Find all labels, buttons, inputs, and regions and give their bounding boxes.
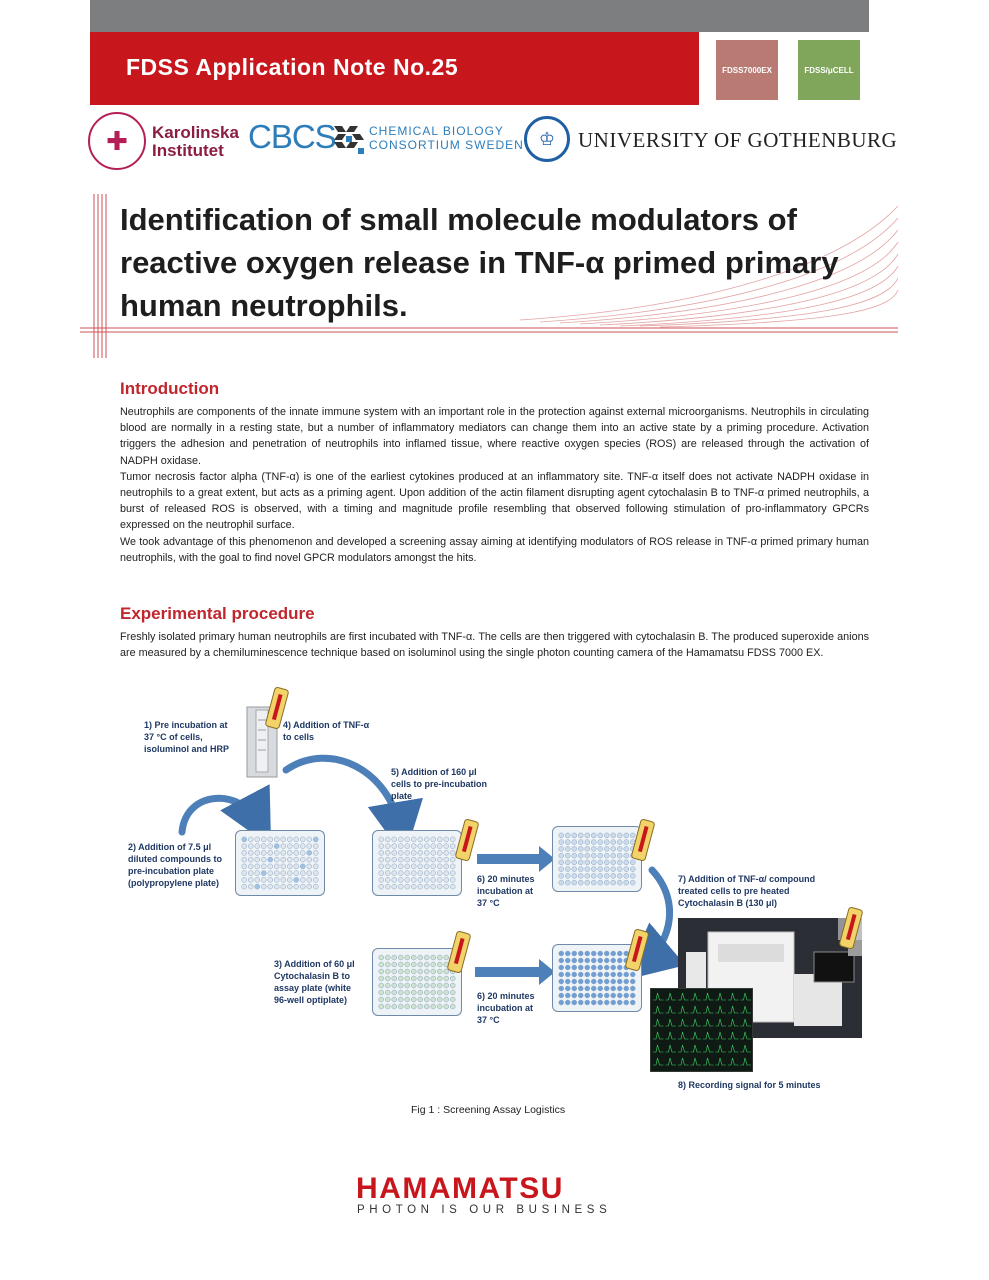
step-3-line: assay plate (white <box>274 983 352 993</box>
incubated-plate <box>552 826 642 892</box>
step-7-line: treated cells to pre heated <box>678 886 790 896</box>
step-6a-line: 6) 20 minutes <box>477 874 535 884</box>
cbcs-logo-subtext <box>369 124 524 152</box>
step-2-label <box>128 841 222 889</box>
introduction-heading: Introduction <box>120 379 220 398</box>
karolinska-logo-text <box>152 124 239 160</box>
thermometer-icon <box>630 818 658 864</box>
title-line-3: human neutrophils. <box>120 288 408 323</box>
step-6b-line: 37 °C <box>477 1015 500 1025</box>
document-title <box>120 198 880 327</box>
step-5-line: plate <box>391 791 413 801</box>
step-2-line: (polypropylene plate) <box>128 878 220 888</box>
step-1-line: 1) Pre incubation at <box>144 720 228 730</box>
thermometer-icon <box>624 928 652 974</box>
step-6b-line: 6) 20 minutes <box>477 991 535 1001</box>
step-3-line: Cytochalasin B to <box>274 971 351 981</box>
procedure-heading: Experimental procedure <box>120 604 315 623</box>
well-grid <box>553 827 641 891</box>
intro-paragraph-3: We took advantage of this phenomenon and developed a screening assay aiming at identifying modulators of ROS release in TNF-α primed primary human neutrophils, with the goal to find novel GPCR modulators amongst the hits. <box>120 535 869 564</box>
step-1-line: 37 °C of cells, <box>144 732 203 742</box>
step-5-line: cells to pre-incubation <box>391 779 488 789</box>
karolinska-line2: Institutet <box>152 141 224 160</box>
step-7-line: Cytochalasin B (130 μl) <box>678 898 778 908</box>
step-1-line: isoluminol and HRP <box>144 744 230 754</box>
step-5-line: 5) Addition of 160 μl <box>391 767 477 777</box>
step-6a-label <box>477 873 535 909</box>
step-4-line: 4) Addition of TNF-α <box>283 720 370 730</box>
title-line-1: Identification of small molecule modulators of <box>120 202 797 237</box>
step-2-line: 2) Addition of 7.5 μl <box>128 842 212 852</box>
cell-plate <box>372 830 462 896</box>
step-7-label <box>678 873 815 909</box>
step-6a-line: incubation at <box>477 886 533 896</box>
thermometer-icon <box>838 906 864 950</box>
thermometer-icon <box>454 818 482 864</box>
procedure-body <box>120 629 869 661</box>
badge-fdss7000ex: FDSS7000EX <box>716 40 778 100</box>
step-3-line: 96-well optiplate) <box>274 995 348 1005</box>
title-line-2: reactive oxygen release in TNF-α primed primary <box>120 245 839 280</box>
gothenburg-logo-text: UNIVERSITY OF GOTHENBURG <box>578 128 898 152</box>
cbcs-line1: CHEMICAL BIOLOGY <box>369 124 504 138</box>
step-2-line: diluted compounds to <box>128 854 222 864</box>
step-1-label <box>144 719 229 755</box>
top-gray-bar <box>90 0 869 32</box>
procedure-paragraph: Freshly isolated primary human neutrophils are first incubated with TNF-α. The cells are then triggered with cytochalasin B. The produced superoxide anions are measured by a chemiluminescence technique based on isoluminol using the single photon counting camera of the Hamamatsu FDSS 7000 EX. <box>120 631 869 660</box>
step-3-line: 3) Addition of 60 μl <box>274 959 355 969</box>
step-2-line: pre-incubation plate <box>128 866 215 876</box>
karolinska-line1: Karolinska <box>152 123 239 142</box>
step-8-label: 8) Recording signal for 5 minutes <box>678 1080 821 1090</box>
karolinska-seal-icon: ✚ <box>88 112 146 170</box>
step-3-label <box>274 958 355 1006</box>
application-note-title: FDSS Application Note No.25 <box>126 54 459 80</box>
step-5-label <box>391 766 487 802</box>
badge-fdss-ucell: FDSS/μCELL <box>798 40 860 100</box>
step-4-label <box>283 719 369 743</box>
step-6b-line: incubation at <box>477 1003 533 1013</box>
well-grid <box>373 831 461 895</box>
hamamatsu-tagline: PHOTON IS OUR BUSINESS <box>357 1204 612 1216</box>
thermometer-icon <box>446 930 474 976</box>
step-6a-line: 37 °C <box>477 898 500 908</box>
step-6b-label <box>477 990 535 1026</box>
pre-incubation-plate <box>235 830 325 896</box>
intro-paragraph-1: Neutrophils are components of the innate immune system with an important role in the protection against external microorganisms. Neutrophils in circulating blood are normally in a resting state, but a number of inflammatory mediators can change them into an active state by a priming procedure. Activation triggers the adhesion and penetration of neutrophils into inflamed tissue, where reactive oxygen species (ROS) are released through the activation of NADPH oxidase. <box>120 406 869 467</box>
recording-signal-image <box>650 988 753 1072</box>
step-4-line: to cells <box>283 732 315 742</box>
figure-caption: Fig 1 : Screening Assay Logistics <box>411 1104 566 1116</box>
header-banner <box>90 32 699 105</box>
step-7-line: 7) Addition of TNF-α/ compound <box>678 874 816 884</box>
introduction-body <box>120 404 869 566</box>
cbcs-mark-icon <box>332 122 366 156</box>
intro-paragraph-2: Tumor necrosis factor alpha (TNF-α) is one of the earliest cytokines produced at an inflammatory site. TNF-α itself does not activate NADPH oxidase in neutrophils to a great extent, but acts as a priming agent. Upon addition of the actin filament disrupting agent cytochalasin B to TNF-α primed neutrophils, a burst of released ROS is observed, with a timing and magnitude profile resembling that observed following stimulation of pro-inflammatory GPCRs expressed on the neutrophil surface. <box>120 470 869 532</box>
well-grid <box>236 831 324 895</box>
cbcs-line2: CONSORTIUM SWEDEN <box>369 138 524 152</box>
cbcs-logo-text: CBCS <box>248 118 336 155</box>
hamamatsu-logo: HAMAMATSU <box>356 1172 564 1205</box>
gothenburg-seal-icon: ♔ <box>524 116 570 162</box>
